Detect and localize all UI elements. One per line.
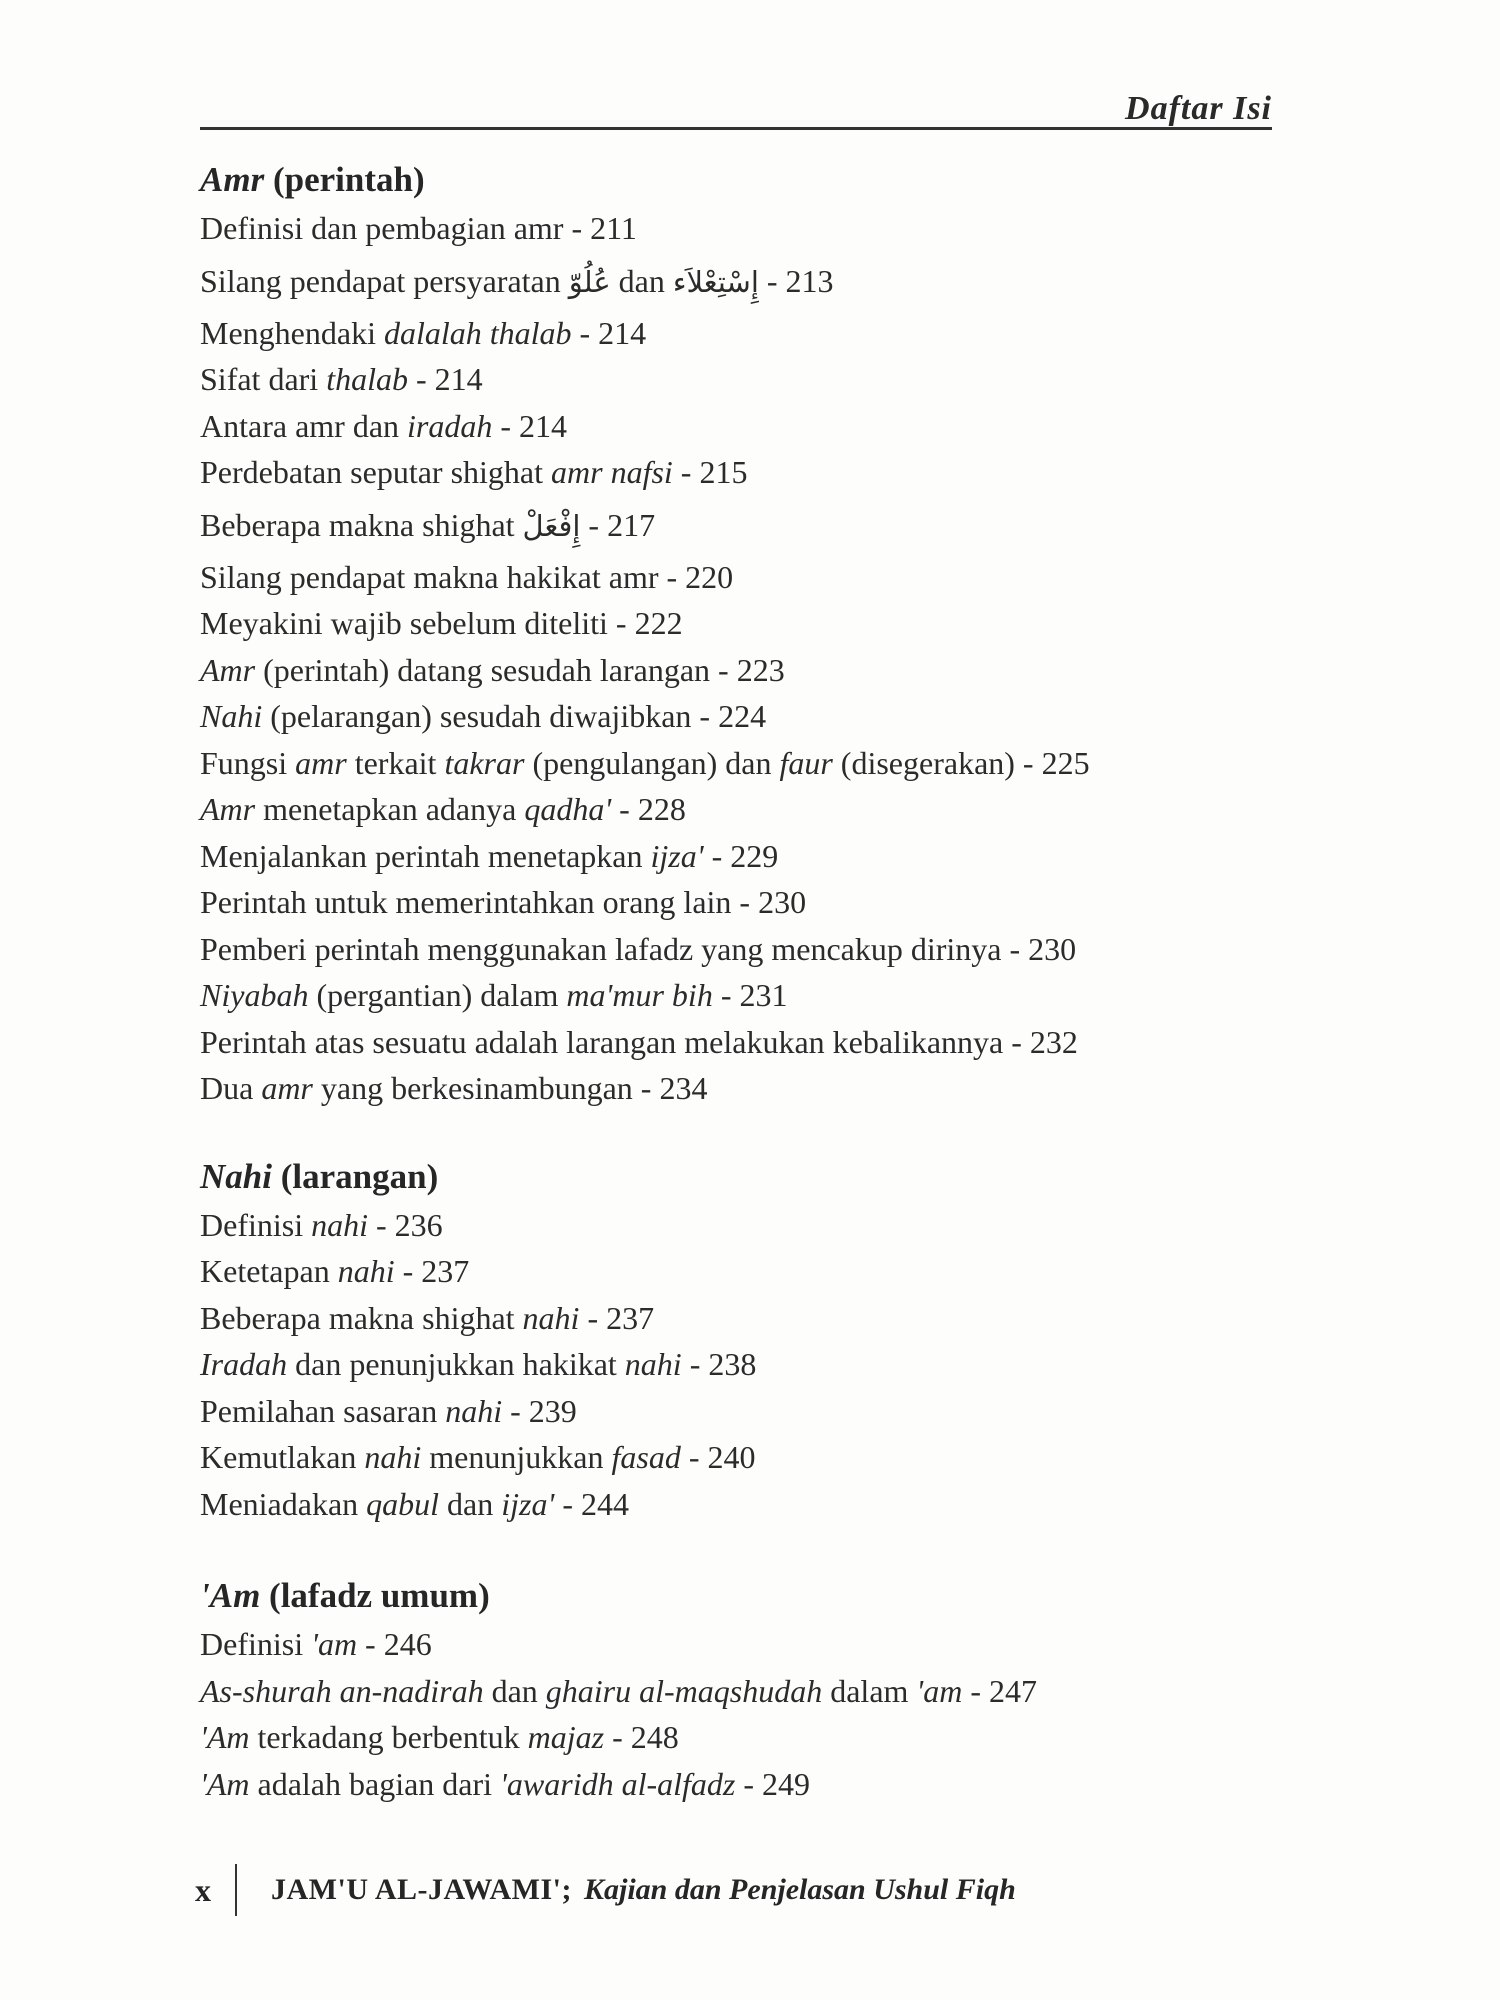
section-heading-gloss: (lafadz umum) — [260, 1576, 490, 1615]
entry-text: Ketetapan — [200, 1253, 338, 1289]
entry-text: - 248 — [604, 1719, 679, 1755]
section-heading — [200, 155, 1280, 205]
section-gap — [200, 1527, 1280, 1571]
toc-entry — [200, 740, 1280, 787]
toc-entry — [200, 252, 1280, 310]
entry-text: Menjalankan perintah menetapkan — [200, 837, 651, 874]
toc-entry — [200, 647, 1280, 694]
section-heading-gloss: (perintah) — [264, 160, 425, 199]
entry-text: Silang pendapat persyaratan — [200, 262, 569, 299]
italic-term: ijza' — [650, 837, 704, 874]
entry-text: - 244 — [554, 1485, 629, 1522]
italic-term: Niyabah — [200, 977, 309, 1013]
section-heading — [200, 1152, 1280, 1202]
entry-text: - 229 — [703, 837, 779, 874]
entry-text: - 214 — [492, 407, 568, 444]
italic-term: ijza' — [501, 1485, 555, 1522]
entry-text: Pemilahan sasaran — [200, 1392, 446, 1429]
italic-term: qabul — [366, 1485, 440, 1522]
toc-entry — [200, 496, 1280, 554]
toc-entry — [200, 833, 1280, 880]
entry-text: Silang pendapat makna hakikat amr - 220 — [200, 558, 734, 595]
entry-text: menunjukkan — [421, 1439, 612, 1475]
page-number: x — [195, 1871, 211, 1908]
entry-text: Antara amr dan — [200, 407, 408, 444]
entry-text: yang berkesinambungan - 234 — [312, 1070, 708, 1106]
entry-text: Pemberi perintah menggunakan lafadz yang mencakup dirinya - 230 — [200, 930, 1077, 967]
toc-entry — [200, 1434, 1280, 1481]
section-gap — [200, 1112, 1280, 1152]
italic-term: ma'mur bih — [566, 977, 713, 1013]
entry-text: Menghendaki — [200, 314, 384, 351]
entry-text: - 228 — [611, 791, 686, 827]
entry-text: - 237 — [579, 1299, 655, 1336]
entry-text: Fungsi — [200, 744, 296, 781]
italic-term: 'am — [916, 1672, 963, 1709]
toc-entry — [200, 1295, 1280, 1342]
entry-text: - 213 — [758, 262, 834, 299]
entry-text: Dua — [200, 1070, 262, 1106]
entry-text: Perdebatan seputar shighat — [200, 454, 551, 490]
entry-text: - 236 — [367, 1206, 443, 1243]
entry-text: Kemutlakan — [200, 1439, 365, 1475]
italic-term: amr — [295, 744, 347, 781]
section-heading-term: Amr — [200, 160, 265, 199]
toc-entry — [200, 1019, 1280, 1066]
toc-entry — [200, 403, 1280, 450]
section-heading-gloss: (larangan) — [271, 1156, 439, 1196]
toc-entry — [200, 1065, 1280, 1112]
entry-text: - 217 — [580, 506, 656, 543]
entry-text: Definisi dan pembagian amr - 211 — [200, 210, 637, 246]
toc-entry — [200, 310, 1280, 357]
italic-term: Amr — [200, 651, 256, 688]
entry-text: dan — [483, 1672, 546, 1709]
arabic-term: إِفْعَلْ — [522, 508, 581, 543]
toc-entry — [200, 1388, 1280, 1435]
italic-term: nahi — [445, 1392, 503, 1429]
entry-text: Beberapa makna shighat — [200, 1299, 523, 1336]
entry-text: - 231 — [712, 977, 788, 1013]
italic-term: 'Am — [200, 1719, 250, 1755]
italic-term: 'Am — [200, 1765, 250, 1802]
toc-entry — [200, 693, 1280, 740]
entry-text: - 247 — [962, 1672, 1038, 1709]
italic-term: dalalah thalab — [383, 314, 572, 351]
entry-text: dan penunjukkan hakikat — [287, 1346, 625, 1382]
table-of-contents — [200, 155, 1280, 1807]
book-title: JAM'U AL-JAWAMI'; — [271, 1873, 572, 1906]
italic-term: 'am — [311, 1626, 358, 1662]
toc-entry — [200, 449, 1280, 496]
italic-term: nahi — [311, 1206, 368, 1243]
section-heading-term: 'Am — [200, 1576, 261, 1615]
italic-term: qadha' — [524, 791, 612, 827]
footer-divider — [235, 1864, 237, 1916]
entry-text: dalam — [822, 1672, 917, 1709]
italic-term: thalab — [326, 361, 408, 397]
entry-text: dan — [610, 262, 673, 299]
entry-text: Sifat dari — [200, 361, 327, 397]
italic-term: nahi — [624, 1346, 682, 1382]
toc-entry — [200, 926, 1280, 973]
entry-text: (pengulangan) dan — [524, 744, 780, 781]
italic-term: nahi — [337, 1253, 395, 1289]
toc-entry — [200, 1668, 1280, 1715]
italic-term: amr nafsi — [551, 454, 673, 490]
header-rule — [200, 127, 1272, 130]
italic-term: iradah — [407, 407, 493, 444]
arabic-term: إِسْتِعْلاَء — [672, 264, 759, 299]
italic-term: Amr — [200, 791, 256, 827]
toc-entry — [200, 1202, 1280, 1249]
toc-entry — [200, 1761, 1280, 1808]
entry-text: Perintah atas sesuatu adalah larangan melakukan kebalikannya - 232 — [200, 1023, 1078, 1060]
italic-term: faur — [779, 744, 833, 781]
italic-term: majaz — [527, 1719, 605, 1755]
entry-text: - 240 — [680, 1439, 756, 1475]
toc-entry — [200, 600, 1280, 647]
italic-term: nahi — [364, 1439, 422, 1475]
entry-text: - 214 — [571, 314, 647, 351]
toc-entry — [200, 1714, 1280, 1761]
italic-term: nahi — [522, 1299, 580, 1336]
toc-entry — [200, 879, 1280, 926]
entry-text: (disegerakan) - 225 — [832, 744, 1090, 781]
entry-text: Perintah untuk memerintahkan orang lain - 230 — [200, 884, 807, 920]
toc-entry — [200, 1481, 1280, 1528]
italic-term: Nahi — [200, 698, 263, 734]
section-heading — [200, 1571, 1280, 1621]
entry-text: menetapkan adanya — [255, 791, 525, 827]
italic-term: amr — [261, 1070, 313, 1106]
page-footer — [195, 1860, 1295, 1920]
italic-term: As-shurah an-nadirah — [200, 1672, 484, 1709]
entry-text: terkadang berbentuk — [249, 1719, 528, 1755]
entry-text: terkait — [346, 744, 445, 781]
italic-term: fasad — [611, 1439, 681, 1475]
toc-entry — [200, 972, 1280, 1019]
entry-text: - 238 — [681, 1346, 757, 1382]
section-heading-term: Nahi — [200, 1156, 272, 1196]
entry-text: - 246 — [357, 1626, 432, 1662]
italic-term: Iradah — [200, 1346, 288, 1382]
italic-term: ghairu al-maqshudah — [545, 1672, 823, 1709]
entry-text: (pergantian) dalam — [308, 977, 567, 1013]
toc-entry — [200, 554, 1280, 601]
entry-text: Beberapa makna shighat — [200, 506, 523, 543]
entry-text: - 237 — [394, 1253, 470, 1289]
italic-term: 'awaridh al-alfadz — [500, 1765, 736, 1802]
entry-text: Definisi — [200, 1626, 312, 1662]
toc-entry — [200, 205, 1280, 252]
toc-entry — [200, 1621, 1280, 1668]
entry-text: Definisi — [200, 1206, 312, 1243]
italic-term: takrar — [444, 744, 525, 781]
entry-text: adalah bagian dari — [249, 1765, 501, 1802]
entry-text: - 215 — [672, 454, 748, 490]
entry-text: (pelarangan) sesudah diwajibkan - 224 — [262, 698, 767, 734]
entry-text: - 239 — [502, 1392, 577, 1429]
toc-entry — [200, 786, 1280, 833]
entry-text: - 249 — [735, 1765, 811, 1802]
arabic-term: عُلُوّ — [568, 264, 611, 299]
entry-text: (perintah) datang sesudah larangan - 223 — [255, 651, 785, 688]
toc-entry — [200, 1248, 1280, 1295]
toc-entry — [200, 356, 1280, 403]
entry-text: Meniadakan — [200, 1485, 367, 1522]
entry-text: dan — [439, 1485, 502, 1522]
book-subtitle: Kajian dan Penjelasan Ushul Fiqh — [584, 1873, 1016, 1906]
running-header-title: Daftar Isi — [1125, 90, 1272, 127]
entry-text: - 214 — [407, 361, 483, 397]
toc-entry — [200, 1341, 1280, 1388]
entry-text: Meyakini wajib sebelum diteliti - 222 — [200, 605, 683, 641]
